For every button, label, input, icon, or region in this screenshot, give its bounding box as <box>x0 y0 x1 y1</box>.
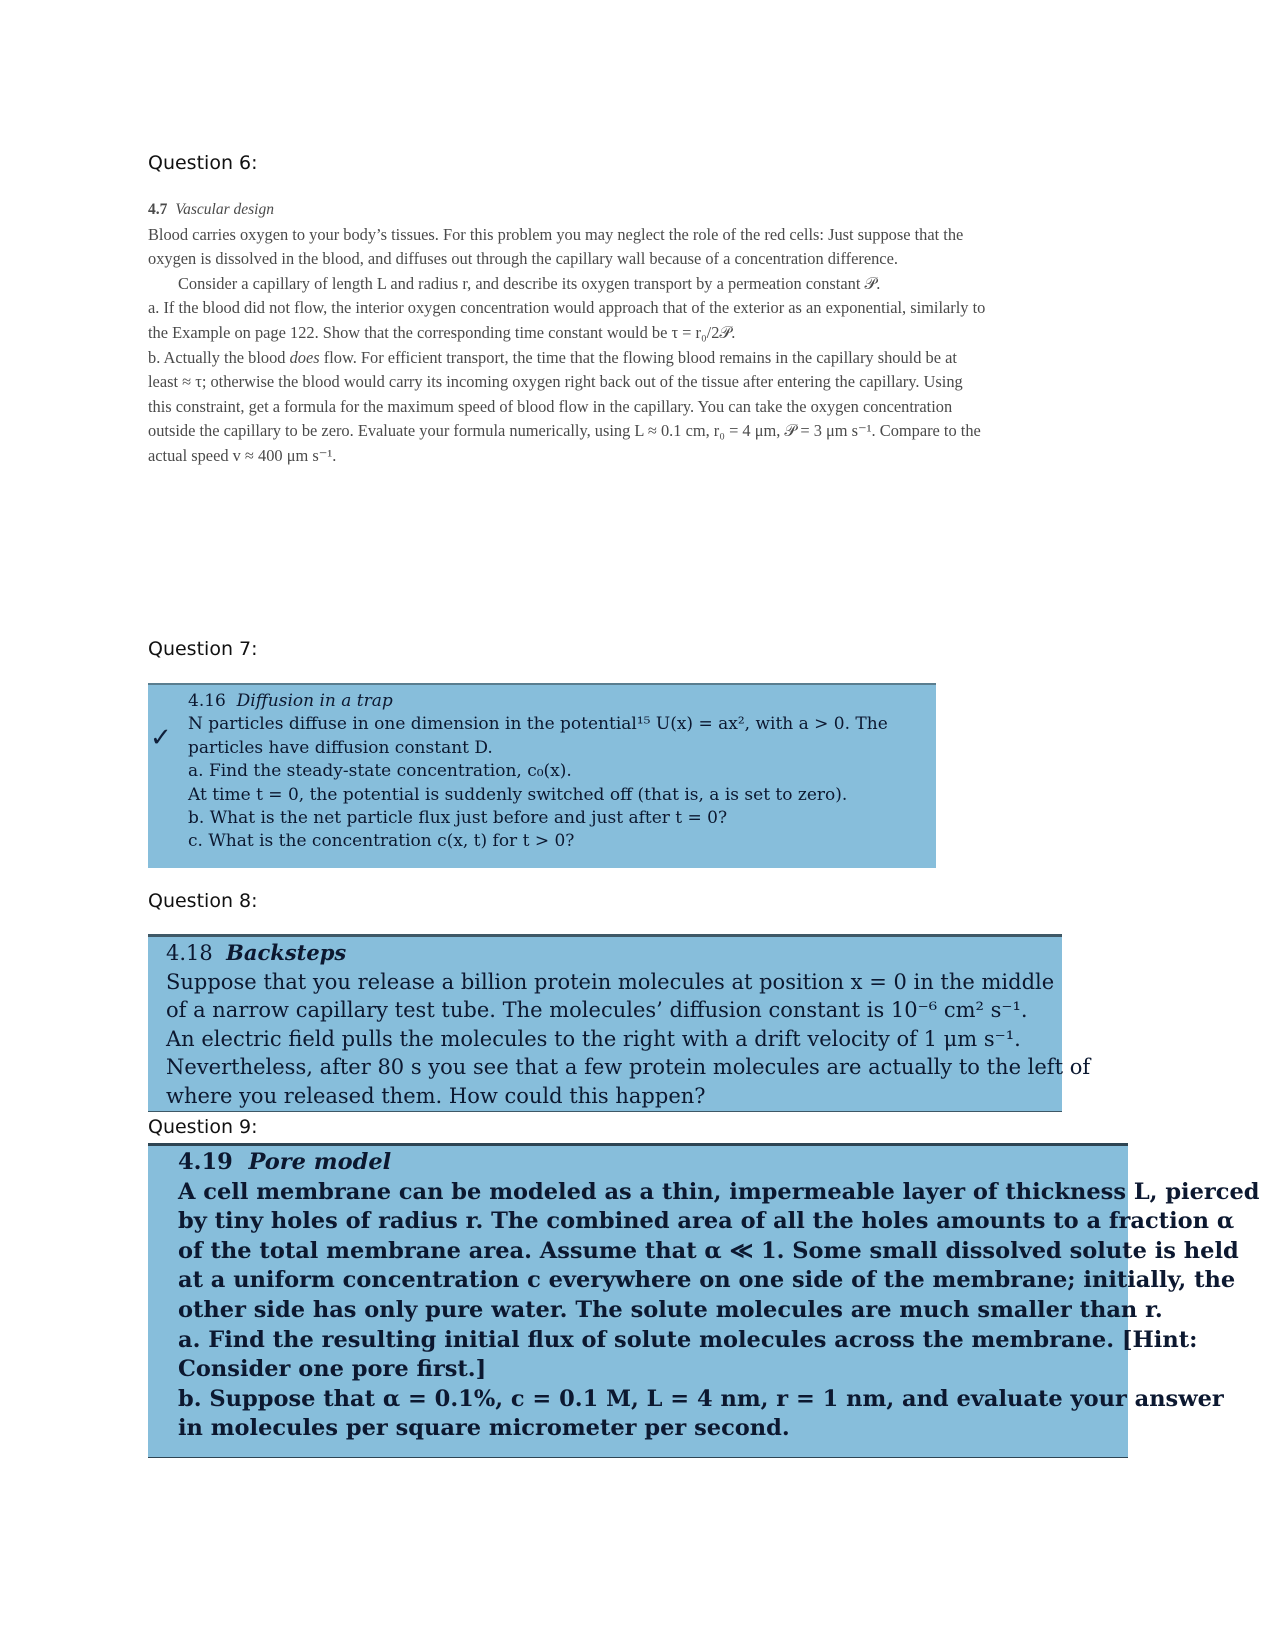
problem-line: An electric field pulls the molecules to the right with a drift velocity of 1 μm s⁻¹. <box>166 1026 1021 1051</box>
paragraph: Consider a capillary of length L and radius r, and describe its oxygen transport by a permeation constant 𝒫. <box>178 273 881 293</box>
section-heading <box>148 198 988 223</box>
problem-line: a. Find the steady-state concentration, c₀(x). <box>188 761 572 782</box>
check-mark: ✓ <box>150 723 172 753</box>
question-8-label: Question 8: <box>148 890 258 912</box>
problem-line: c. What is the concentration c(x, t) for t > 0? <box>188 831 575 852</box>
problem-heading <box>188 690 936 713</box>
problem-line: Nevertheless, after 80 s you see that a few protein molecules are actually to the left of <box>166 1055 1091 1079</box>
question-9-photo <box>148 1143 1260 1458</box>
problem-title: Diffusion in a trap <box>236 691 393 711</box>
problem-heading <box>166 939 1062 968</box>
problem-line: b. Suppose that α = 0.1%, c = 0.1 M, L = 4 nm, r = 1 nm, and evaluate your answer <box>178 1385 1224 1412</box>
problem-line: in molecules per square micrometer per second. <box>178 1415 790 1442</box>
problem-line: where you released them. How could this happen? <box>166 1083 706 1108</box>
question-7-label: Question 7: <box>148 638 258 660</box>
part-b <box>148 346 988 469</box>
question-9-label: Question 9: <box>148 1116 258 1138</box>
problem-line: of the total membrane area. Assume that α ≪ 1. Some small dissolved solute is held <box>178 1237 1239 1264</box>
problem-line: A cell membrane can be modeled as a thin, impermeable layer of thickness L, pierced <box>178 1178 1260 1205</box>
problem-number: 4.19 <box>178 1149 233 1175</box>
problem-title: Pore model <box>248 1149 392 1175</box>
problem-line: At time t = 0, the potential is suddenly switched off (that is, a is set to zero). <box>188 784 848 805</box>
problem-line: N particles diffuse in one dimension in the potential¹⁵ U(x) = ax², with a > 0. The <box>188 714 888 735</box>
problem-line: other side has only pure water. The solute molecules are much smaller than r. <box>178 1296 1163 1323</box>
problem-title: Backsteps <box>226 940 347 965</box>
paragraph: Blood carries oxygen to your body’s tissues. For this problem you may neglect the role of the red cells: Just suppose that the oxygen is dissolved in the blood, and diffuses out through the capillary wall because of a concentration difference. <box>148 224 964 269</box>
question-7-photo <box>148 683 936 868</box>
problem-line: b. What is the net particle flux just before and just after t = 0? <box>188 808 728 829</box>
problem-line: at a uniform concentration c everywhere on one side of the membrane; initially, the <box>178 1267 1236 1294</box>
problem-line: Consider one pore first.] <box>178 1356 487 1383</box>
part-b-start: b. Actually the blood <box>148 347 286 367</box>
problem-heading <box>178 1148 1128 1178</box>
problem-line: particles have diffusion constant D. <box>188 737 493 758</box>
question-8-photo <box>148 934 1091 1112</box>
problem-number: 4.18 <box>166 941 213 965</box>
section-number: 4.7 <box>148 201 168 218</box>
part-b-emphasis: does <box>289 347 320 367</box>
problem-line: Suppose that you release a billion protein molecules at position x = 0 in the middle <box>166 969 1055 994</box>
part-b-end: flow. For efficient transport, the time that the flowing blood remains in the capillary should be at least ≈ τ; otherwise the blood would carry its incoming oxygen right back out of the tissue after entering the capillary. Using this constraint, get a formula for the maximum speed of blood flow in the capillary. You can take the oxygen concentration outside the capillary to be zero. Evaluate your formula numerically, using L ≈ 0.1 cm, r₀ = 4 μm, 𝒫 = 3 μm s⁻¹. Compare to the actual speed v ≈ 400 μm s⁻¹. <box>148 347 981 465</box>
question-6-label: Question 6: <box>148 152 258 174</box>
problem-line: by tiny holes of radius r. The combined area of all the holes amounts to a fraction α <box>178 1208 1235 1235</box>
problem-number: 4.16 <box>188 691 226 711</box>
problem-line: a. Find the resulting initial flux of solute molecules across the membrane. [Hint: <box>178 1326 1198 1353</box>
question-6-excerpt <box>148 198 988 469</box>
part-a: a. If the blood did not flow, the interior oxygen concentration would approach that of the exterior as an exponential, similarly to the Example on page 122. Show that the corresponding time constant would be τ = r₀/2𝒫. <box>148 298 986 342</box>
problem-line: of a narrow capillary test tube. The molecules’ diffusion constant is 10⁻⁶ cm² s⁻¹. <box>166 998 1028 1022</box>
section-title: Vascular design <box>175 201 274 218</box>
